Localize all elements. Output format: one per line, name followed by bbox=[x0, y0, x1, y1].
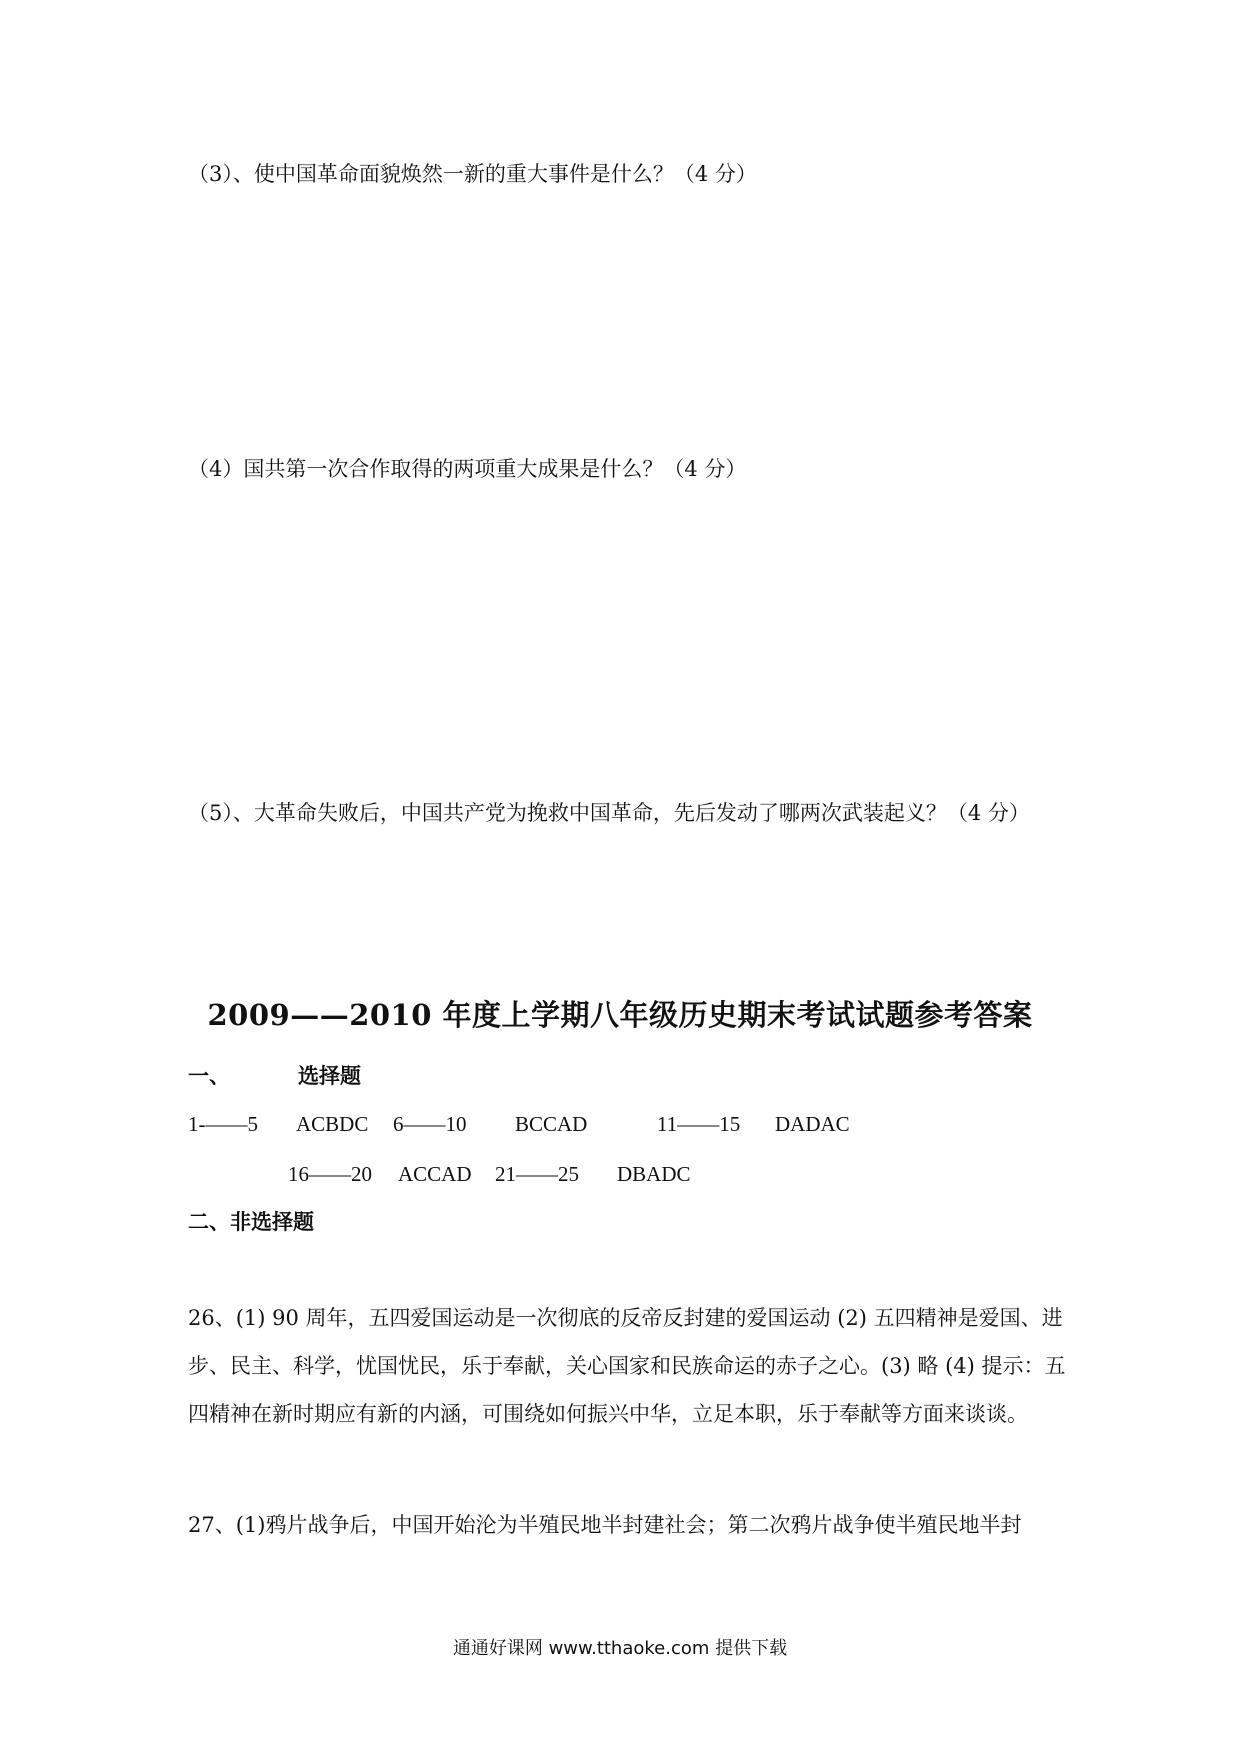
question-4: （4）国共第一次合作取得的两项重大成果是什么？（4 分） bbox=[188, 457, 747, 481]
answer-26: 26、(1) 90 周年，五四爱国运动是一次彻底的反帝反封建的爱国运动 (2) 五四精神是爱国、进步、民主、科学，忧国忧民，乐于奉献，关心国家和民族命运的赤子之心。(3) 略 (4) 提示：五四精神在新时期应有新的内涵，可围绕如何振兴中华，立足本职，乐于奉献等方面来谈谈。 bbox=[188, 1306, 1066, 1426]
mc-letters: ACCAD bbox=[398, 1162, 472, 1186]
page-footer: 通通好课网 www.tthaoke.com 提供下载 bbox=[452, 1638, 788, 1659]
section-1-heading bbox=[188, 1063, 361, 1088]
mc-letters: DBADC bbox=[617, 1162, 691, 1186]
mc-letters: DADAC bbox=[775, 1112, 850, 1136]
question-5: （5）、大革命失败后，中国共产党为挽救中国革命，先后发动了哪两次武装起义？（4 分） bbox=[188, 801, 1030, 825]
answer-27: 27、(1)鸦片战争后，中国开始沦为半殖民地半封建社会；第二次鸦片战争使半殖民地半封 bbox=[188, 1513, 1022, 1537]
section-1-label: 选择题 bbox=[298, 1063, 361, 1088]
mc-range: 21——25 bbox=[495, 1162, 579, 1186]
mc-range: 1-——5 bbox=[188, 1112, 258, 1136]
answer-key-title: 2009——2010 年度上学期八年级历史期末考试试题参考答案 bbox=[207, 998, 1033, 1032]
mc-letters: ACBDC bbox=[296, 1112, 369, 1136]
section-1-number: 一、 bbox=[188, 1063, 230, 1088]
question-3: （3）、使中国革命面貌焕然一新的重大事件是什么？（4 分） bbox=[188, 162, 757, 186]
mc-range: 16——20 bbox=[288, 1162, 372, 1186]
section-2-heading: 二、非选择题 bbox=[188, 1209, 314, 1234]
mc-range: 11——15 bbox=[657, 1112, 741, 1136]
mc-range: 6——10 bbox=[393, 1112, 467, 1136]
mc-letters: BCCAD bbox=[515, 1112, 588, 1136]
